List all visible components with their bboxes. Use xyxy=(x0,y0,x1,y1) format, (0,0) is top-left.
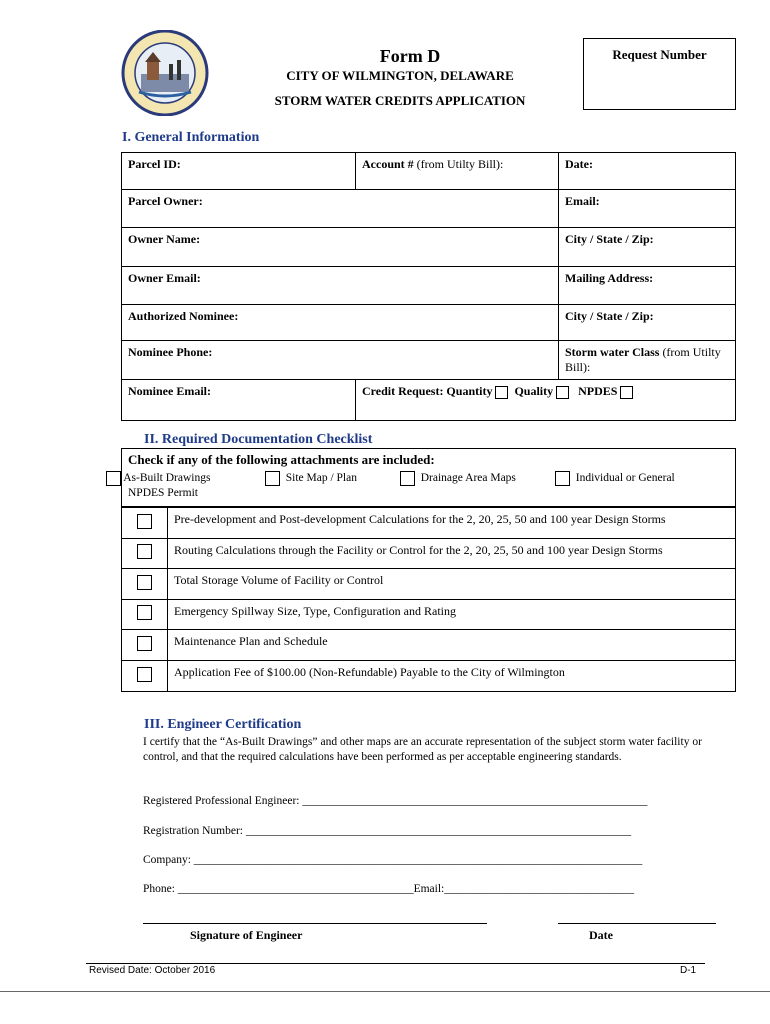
quantity-checkbox[interactable] xyxy=(495,386,508,399)
parcel-id-field[interactable] xyxy=(122,153,356,190)
certification-statement: I certify that the “As-Built Drawings” and other maps are an accurate representation of the subject storm water facility or control, and that the required calculations have been performed as per acceptable engineering standards. xyxy=(143,736,702,763)
npdes-permit-label: NPDES Permit xyxy=(128,487,198,499)
checklist-item-6: Application Fee of $100.00 (Non-Refundable) Payable to the City of Wilmington xyxy=(168,661,736,692)
page-bottom-divider xyxy=(0,991,770,992)
site-map-checkbox[interactable] xyxy=(265,471,280,486)
footer-divider xyxy=(86,963,705,964)
nominee-phone-field[interactable] xyxy=(122,341,559,380)
checklist-table xyxy=(121,507,736,692)
account-label: Account # xyxy=(362,157,414,171)
city-state-zip-label: City / State / Zip: xyxy=(565,232,654,246)
city-name: CITY OF WILMINGTON, DELAWARE xyxy=(286,68,514,83)
drainage-label: Drainage Area Maps xyxy=(420,472,516,485)
authorized-nominee-label: Authorized Nominee: xyxy=(128,309,239,323)
attachments-instruction: Check if any of the following attachments are included: xyxy=(128,452,435,467)
mailing-address-field[interactable] xyxy=(559,267,736,305)
section-checklist-heading: II. Required Documentation Checklist xyxy=(144,432,373,447)
owner-name-label: Owner Name: xyxy=(128,232,201,246)
checklist-item-2: Routing Calculations through the Facility or Control for the 2, 20, 25, 50 and 100 year Design Storms xyxy=(168,539,736,569)
as-built-checkbox[interactable] xyxy=(106,471,121,486)
section-general-heading: I. General Information xyxy=(122,130,260,145)
authorized-nominee-field[interactable] xyxy=(122,305,559,341)
date-label: Date: xyxy=(565,157,593,171)
attachments-box xyxy=(121,448,736,507)
application-title: STORM WATER CREDITS APPLICATION xyxy=(274,93,526,108)
checklist-checkbox-3[interactable] xyxy=(137,575,152,590)
drainage-checkbox[interactable] xyxy=(400,471,415,486)
checklist-item-5: Maintenance Plan and Schedule xyxy=(168,630,736,661)
credit-request-label: Credit Request: Quantity xyxy=(362,384,493,398)
npdes-checkbox[interactable] xyxy=(620,386,633,399)
general-info-table xyxy=(121,152,736,421)
request-number-label: Request Number xyxy=(612,47,707,62)
nominee-email-field[interactable] xyxy=(122,380,356,421)
owner-email-field[interactable] xyxy=(122,267,559,305)
account-note: (from Utilty Bill): xyxy=(413,157,504,171)
checklist-checkbox-5[interactable] xyxy=(137,636,152,651)
nominee-phone-label: Nominee Phone: xyxy=(128,345,213,359)
form-title: Form D xyxy=(379,46,441,66)
parcel-id-label: Parcel ID: xyxy=(128,157,181,171)
revised-date: Revised Date: October 2016 xyxy=(89,965,216,976)
phone-email-field[interactable]: Phone: _________________________________________Email:_________________________________ xyxy=(143,883,634,895)
quality-label: Quality xyxy=(514,384,554,398)
parcel-owner-label: Parcel Owner: xyxy=(128,194,203,208)
request-number-box[interactable] xyxy=(583,38,736,110)
individual-npdes-checkbox[interactable] xyxy=(555,471,570,486)
date-signature-line[interactable] xyxy=(558,923,716,924)
city-seal-logo xyxy=(117,30,213,116)
page-number: D-1 xyxy=(680,965,697,976)
owner-email-label: Owner Email: xyxy=(128,271,201,285)
nominee-email-label: Nominee Email: xyxy=(128,384,211,398)
signature-line[interactable] xyxy=(143,923,487,924)
storm-class-field[interactable] xyxy=(559,341,736,380)
checklist-item-4: Emergency Spillway Size, Type, Configuration and Rating xyxy=(168,600,736,630)
individual-label: Individual or General xyxy=(575,472,675,485)
checklist-checkbox-1[interactable] xyxy=(137,514,152,529)
date-field[interactable] xyxy=(559,153,736,190)
email-field[interactable] xyxy=(559,190,736,228)
storm-class-note: (from Utilty Bill): xyxy=(565,345,721,374)
city-state-zip-field[interactable] xyxy=(559,228,736,267)
quality-checkbox[interactable] xyxy=(556,386,569,399)
checklist-checkbox-6[interactable] xyxy=(137,667,152,682)
registration-number-field[interactable]: Registration Number: ___________________________________________________________________ xyxy=(143,825,632,837)
company-field[interactable]: Company: ______________________________________________________________________________ xyxy=(143,854,643,866)
account-field[interactable] xyxy=(356,153,559,190)
credit-request-field xyxy=(356,380,736,421)
nominee-city-state-zip-field[interactable] xyxy=(559,305,736,341)
email-label: Email: xyxy=(565,194,600,208)
parcel-owner-field[interactable] xyxy=(122,190,559,228)
site-map-label: Site Map / Plan xyxy=(285,472,357,485)
signature-label: Signature of Engineer xyxy=(190,928,303,942)
owner-name-field[interactable] xyxy=(122,228,559,267)
storm-class-label: Storm water Class xyxy=(565,345,660,359)
checklist-item-1: Pre-development and Post-development Calculations for the 2, 20, 25, 50 and 100 year Design Storms xyxy=(168,508,736,539)
date-signature-label: Date xyxy=(589,928,613,942)
section-engineer-heading: III. Engineer Certification xyxy=(144,717,302,732)
registered-pe-field[interactable]: Registered Professional Engineer: ____________________________________________________________ xyxy=(143,795,648,807)
as-built-label: As-Built Drawings xyxy=(123,472,211,485)
nominee-city-state-zip-label: City / State / Zip: xyxy=(565,309,654,323)
mailing-address-label: Mailing Address: xyxy=(565,271,654,285)
checklist-item-3: Total Storage Volume of Facility or Control xyxy=(168,569,736,600)
checklist-checkbox-2[interactable] xyxy=(137,544,152,559)
npdes-label: NPDES xyxy=(578,384,618,398)
checklist-checkbox-4[interactable] xyxy=(137,605,152,620)
